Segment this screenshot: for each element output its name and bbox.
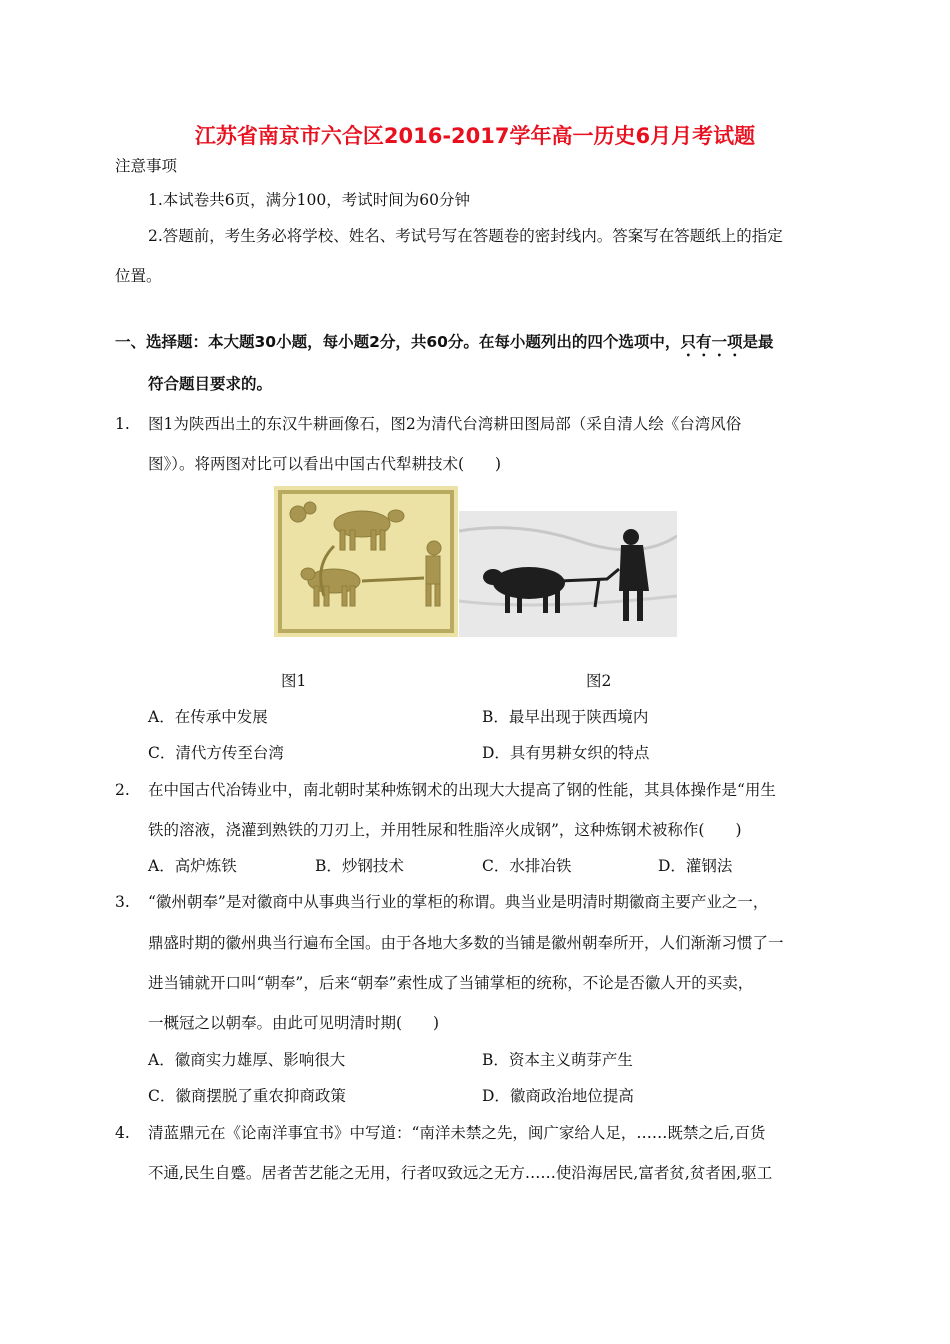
- notice-item-1: 1.本试卷共6页，满分100，考试时间为60分钟: [148, 191, 470, 209]
- question-3-line1: “徽州朝奉”是对徽商中从事典当行业的掌柜的称谓。典当业是明清时期徽商主要产业之一，: [148, 893, 769, 911]
- question-1-option-b: B．最早出现于陕西境内: [482, 708, 649, 726]
- notice-heading: 注意事项: [115, 157, 178, 175]
- question-2-option-a: A．高炉炼铁: [148, 857, 237, 875]
- question-3-line4: 一概冠之以朝奉。由此可见明清时期( ): [148, 1014, 440, 1032]
- question-2-line1: 在中国古代冶铸业中，南北朝时某种炼钢术的出现大大提高了钢的性能，其具体操作是“用生: [148, 781, 776, 799]
- section-1-instructions: [115, 332, 773, 360]
- section-1-text: 一、选择题：本大题30小题，每小题2分，共60分。在每小题列出的四个选项中，: [115, 333, 681, 351]
- question-3-option-b: B．资本主义萌芽产生: [482, 1051, 633, 1069]
- question-4-number: 4.: [115, 1124, 130, 1142]
- question-3-line3: 进当铺就开口叫“朝奉”，后来“朝奉”索性成了当铺掌柜的统称，不论是否徽人开的买卖，: [148, 974, 754, 992]
- question-3-option-d: D．徽商政治地位提高: [482, 1087, 634, 1105]
- question-1-option-d: D．具有男耕女织的特点: [482, 744, 650, 762]
- question-2-number: 2.: [115, 781, 130, 799]
- question-1-line2: 图》）。将两图对比可以看出中国古代犁耕技术( ): [148, 455, 502, 473]
- question-2-option-b: B．炒钢技术: [315, 857, 404, 875]
- question-4-line1: 清蓝鼎元在《论南洋事宜书》中写道：“南洋未禁之先，闽广家给人足，……既禁之后,百货: [148, 1124, 766, 1142]
- question-1-line1: 图1为陕西出土的东汉牛耕画像石，图2为清代台湾耕田图局部（采自清人绘《台湾风俗: [148, 415, 742, 433]
- question-2-option-c: C．水排冶铁: [482, 857, 572, 875]
- question-3-option-c: C．徽商摆脱了重农抑商政策: [148, 1087, 346, 1105]
- qing-plowing-painting-image: [459, 511, 677, 637]
- section-1-text-end: 是最: [742, 333, 774, 351]
- question-3-number: 3.: [115, 893, 130, 911]
- page-title: 江苏省南京市六合区2016-2017学年高一历史6月月考试题: [194, 124, 756, 148]
- notice-item-2-line2: 位置。: [115, 267, 162, 285]
- section-1-emphasis: 只有一项: [680, 333, 743, 351]
- question-4-line2: 不通,民生自蹙。居者苦艺能之无用，行者叹致远之无方……使沿海居民,富者贫,贫者困,驱工: [148, 1164, 773, 1182]
- question-3-option-a: A．徽商实力雄厚、影响很大: [148, 1051, 346, 1069]
- question-1-option-c: C．清代方传至台湾: [148, 744, 284, 762]
- stone-relief-oxen-plowing-image: [274, 486, 458, 637]
- question-1-number: 1.: [115, 415, 130, 433]
- figure-1-caption: 图1: [281, 672, 307, 690]
- question-2-option-d: D．灌钢法: [658, 857, 733, 875]
- notice-item-2-line1: 2.答题前，考生务必将学校、姓名、考试号写在答题卷的密封线内。答案写在答题纸上的指定: [148, 227, 783, 245]
- question-1-option-a: A．在传承中发展: [148, 708, 268, 726]
- section-1-instructions-line2: 符合题目要求的。: [148, 375, 273, 393]
- figure-2-caption: 图2: [586, 672, 612, 690]
- question-3-line2: 鼎盛时期的徽州典当行遍布全国。由于各地大多数的当铺是徽州朝奉所开，人们渐渐习惯了一: [148, 934, 784, 952]
- question-2-line2: 铁的溶液，浇灌到熟铁的刀刃上，并用牲尿和牲脂淬火成钢”，这种炼钢术被称作( ): [148, 821, 742, 839]
